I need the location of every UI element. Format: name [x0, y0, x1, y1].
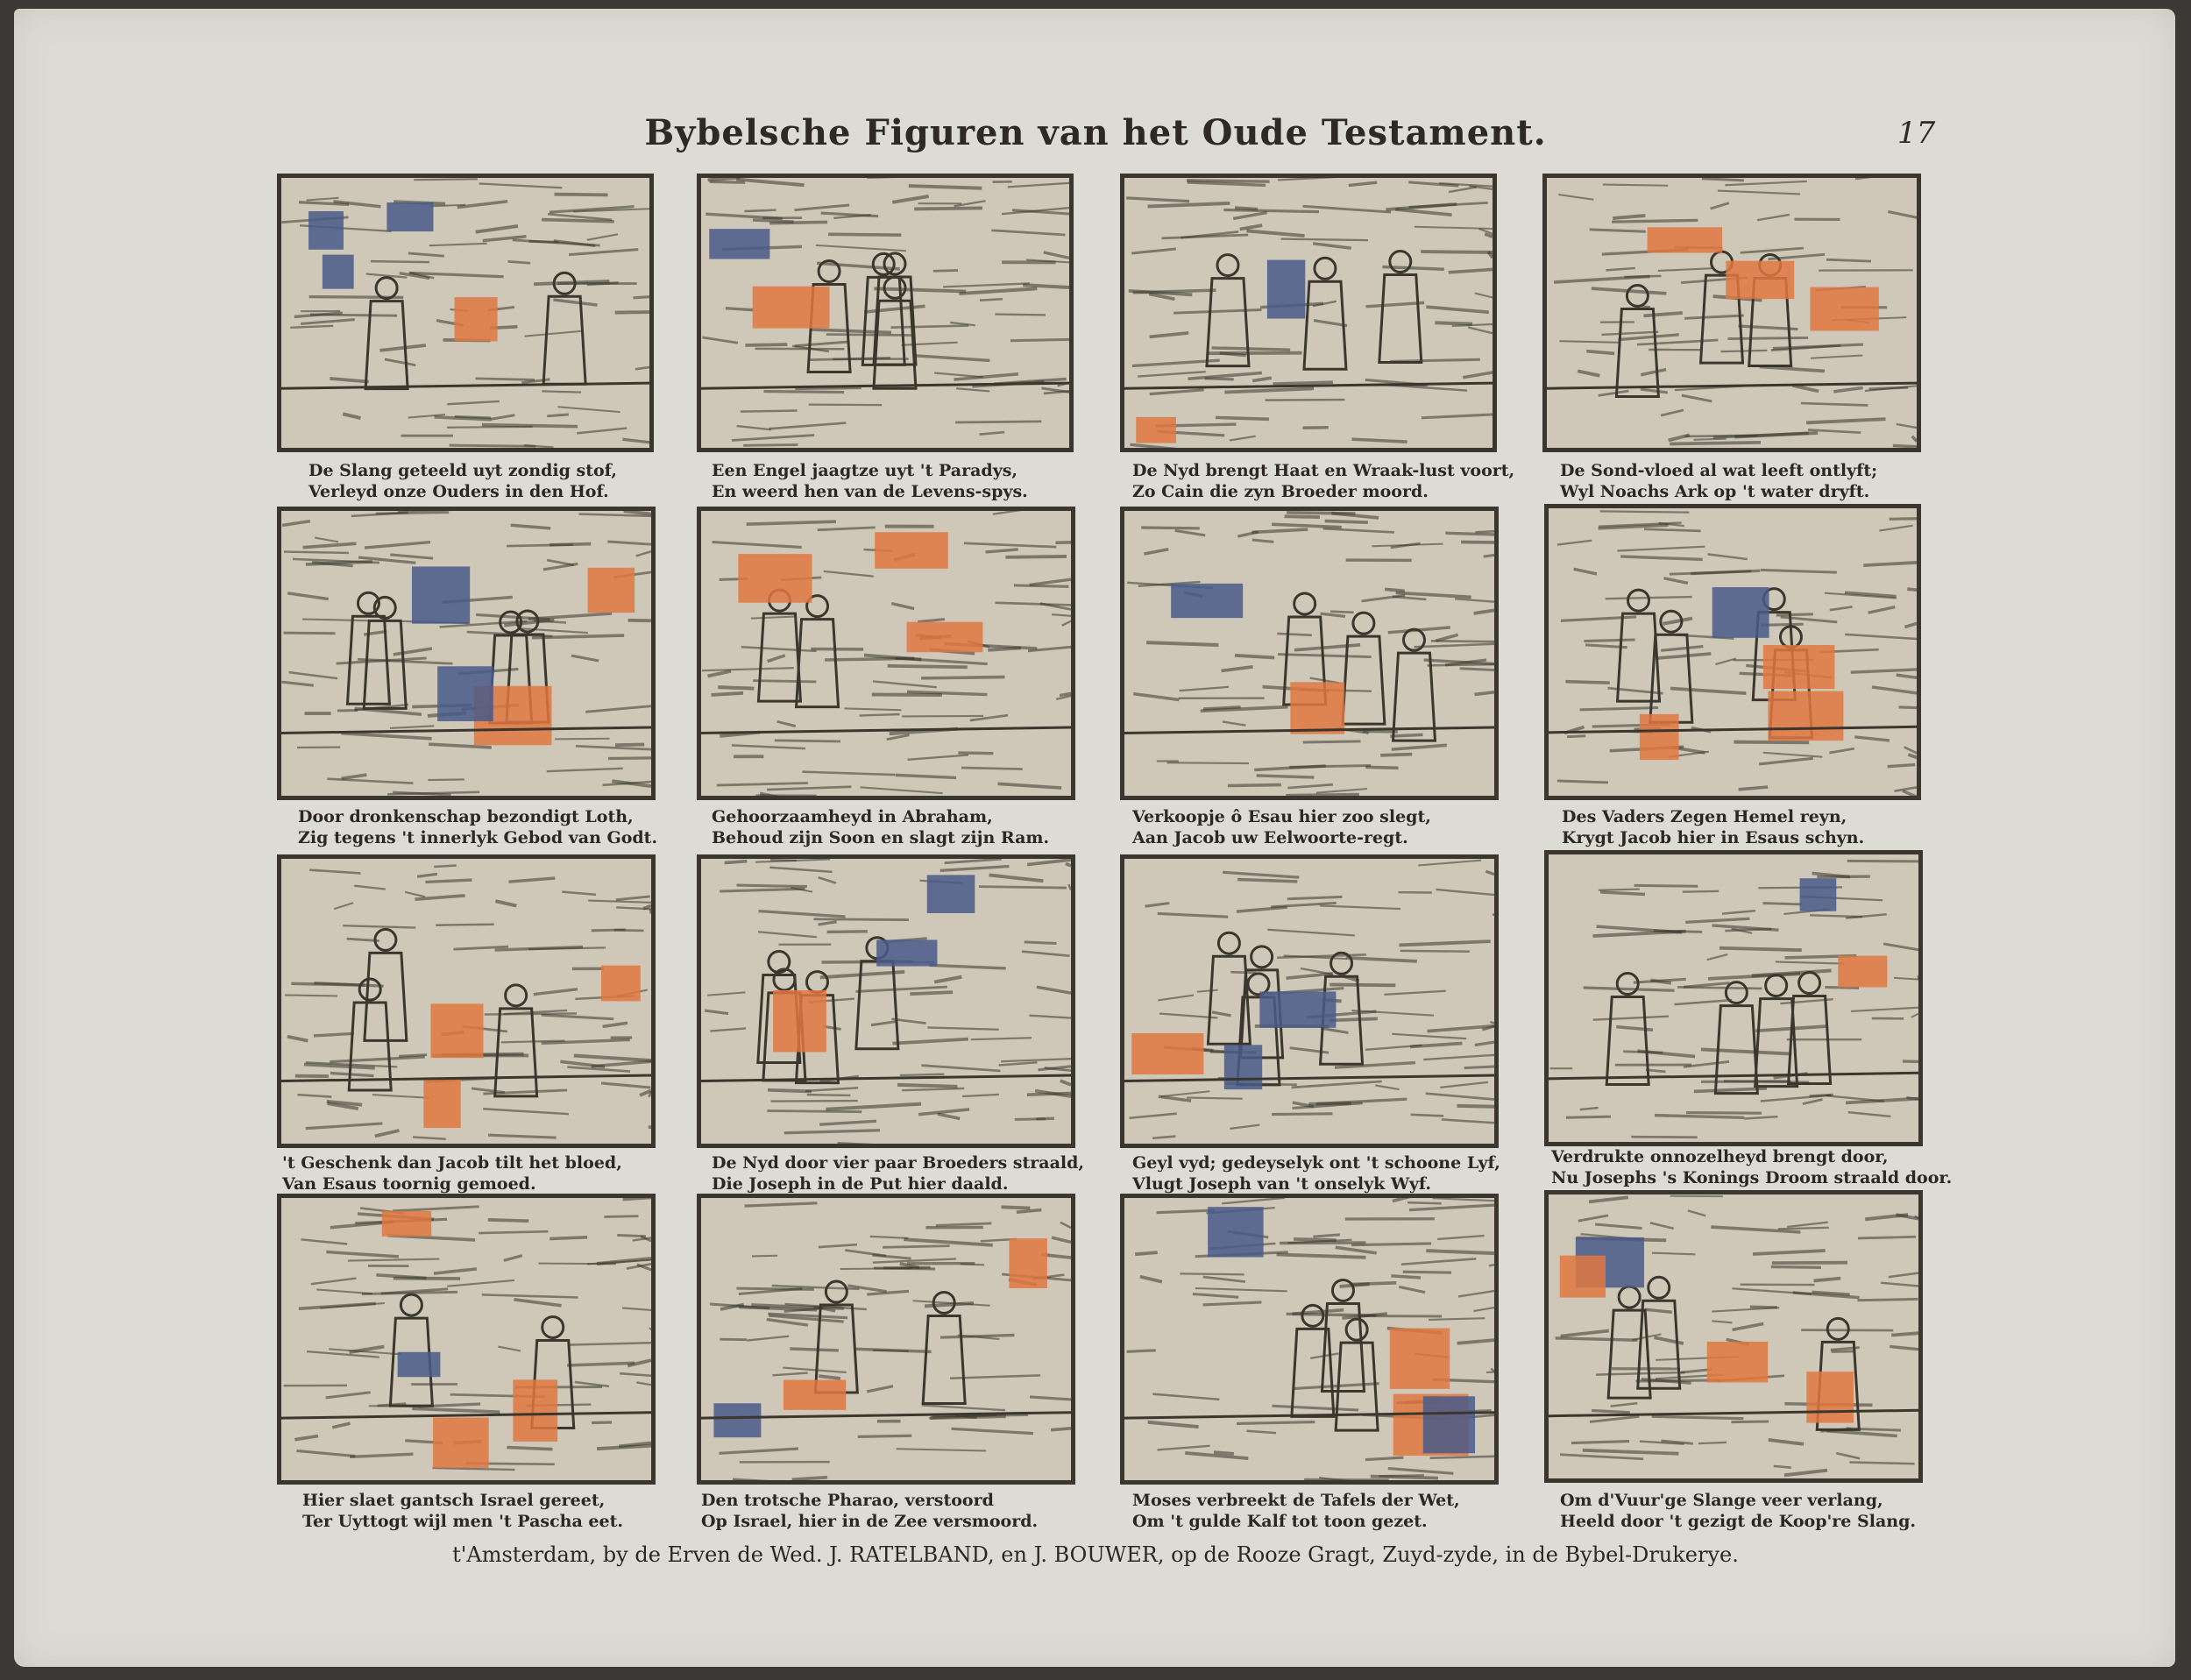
woodcut-panel [697, 1194, 1075, 1485]
panel-caption: Den trotsche Pharao, verstoord Op Israel, hier in de Zee versmoord. [701, 1491, 1039, 1531]
woodcut-panel [1544, 1190, 1923, 1483]
woodcut-illustration [1547, 178, 1917, 448]
woodcut-illustration [1549, 508, 1917, 796]
panel-caption: Moses verbreekt de Tafels der Wet, Om 't gulde Kalf tot toon gezet. [1132, 1491, 1460, 1531]
woodcut-panel [697, 174, 1074, 452]
woodcut-panel [1544, 850, 1923, 1146]
page-title: Bybelsche Figuren van het Oude Testament. [644, 112, 1547, 153]
woodcut-panel [697, 854, 1075, 1148]
woodcut-panel [1120, 854, 1499, 1148]
woodcut-panel [697, 507, 1075, 800]
panel-caption: Gehoorzaamheyd in Abraham, Behoud zijn Soon en slagt zijn Ram. [712, 807, 1050, 847]
panel-caption: 't Geschenk dan Jacob tilt het bloed, Van Esaus toornig gemoed. [282, 1153, 622, 1194]
panel-caption: Geyl vyd; gedeyselyk ont 't schoone Lyf, Vlugt Joseph van 't onselyk Wyf. [1132, 1153, 1500, 1194]
panel-caption: Door dronkenschap bezondigt Loth, Zig tegens 't innerlyk Gebod van Godt. [298, 807, 658, 847]
woodcut-illustration [1124, 178, 1493, 448]
woodcut-illustration [281, 859, 651, 1144]
panel-caption: Verdrukte onnozelheyd brengt door, Nu Josephs 's Konings Droom straald door. [1551, 1147, 1953, 1187]
woodcut-panel [277, 854, 656, 1148]
woodcut-illustration [281, 511, 651, 796]
panel-caption: Hier slaet gantsch Israel gereet, Ter Uyttogt wijl men 't Pascha eet. [302, 1491, 623, 1531]
woodcut-illustration [701, 1198, 1071, 1480]
woodcut-illustration [1549, 854, 1918, 1142]
woodcut-panel [277, 1194, 656, 1485]
panel-caption: De Slang geteeld uyt zondig stof, Verleyd onze Ouders in den Hof. [308, 461, 618, 501]
woodcut-illustration [281, 178, 649, 448]
woodcut-panel [277, 174, 654, 452]
woodcut-panel [1120, 507, 1499, 800]
panel-caption: Des Vaders Zegen Hemel reyn, Krygt Jacob hier in Esaus schyn. [1562, 807, 1865, 847]
page-number: 17 [1897, 116, 1936, 151]
woodcut-illustration [1549, 1194, 1918, 1478]
panel-caption: De Sond-vloed al wat leeft ontlyft; Wyl Noachs Ark op 't water dryft. [1560, 461, 1878, 501]
woodcut-panel [1544, 504, 1921, 800]
woodcut-panel [1120, 174, 1497, 452]
woodcut-illustration [1124, 511, 1494, 796]
panel-caption: De Nyd brengt Haat en Wraak-lust voort, Zo Cain die zyn Broeder moord. [1132, 461, 1515, 501]
imprint-line: t'Amsterdam, by de Erven de Wed. J. RATELBAND, en J. BOUWER, op de Rooze Gragt, Zuyd-zyde, in de Bybel-Drukerye. [452, 1542, 1739, 1567]
woodcut-illustration [1124, 1198, 1494, 1480]
woodcut-panel [1120, 1194, 1499, 1485]
panel-caption: Om d'Vuur'ge Slange veer verlang, Heeld door 't gezigt de Koop're Slang. [1560, 1491, 1916, 1531]
woodcut-panel [1542, 174, 1921, 452]
panel-caption: De Nyd door vier paar Broeders straald, Die Joseph in de Put hier daald. [712, 1153, 1084, 1194]
woodcut-panel [277, 507, 656, 800]
woodcut-illustration [701, 511, 1071, 796]
panel-caption: Verkoopje ô Esau hier zoo slegt, Aan Jacob uw Eelwoorte-regt. [1132, 807, 1431, 847]
woodcut-illustration [701, 859, 1071, 1144]
woodcut-illustration [281, 1198, 651, 1480]
panel-caption: Een Engel jaagtze uyt 't Paradys, En weerd hen van de Levens-spys. [712, 461, 1028, 501]
woodcut-illustration [701, 178, 1069, 448]
woodcut-illustration [1124, 859, 1494, 1144]
